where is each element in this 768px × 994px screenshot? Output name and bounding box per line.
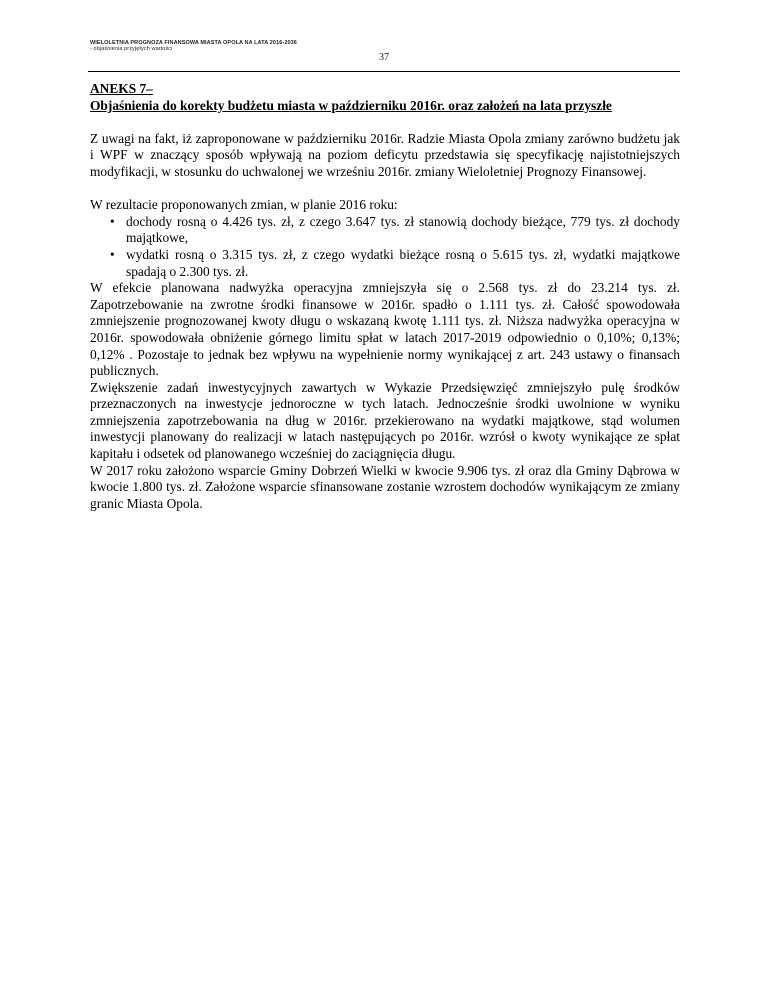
lead-paragraph: W rezultacie proponowanych zmian, w planie 2016 roku: [90,197,398,213]
support-paragraph: W 2017 roku założono wsparcie Gminy Dobrzeń Wielki w kwocie 9.906 tys. zł oraz dla Gminy Dąbrowa w kwocie 1.800 tys. zł. Założone wsparcie sfinansowane zostanie wzrostem dochodów wynikającym ze zmiany granic Miasta Opola. [90,462,680,511]
annex-subtitle: Objaśnienia do korekty budżetu miasta w październiku 2016r. oraz założeń na lata przyszłe [90,97,612,113]
header-subtitle: - objaśnienia przyjętych wartości [90,46,173,52]
list-item [110,246,680,280]
bullet-icon: • [110,213,115,229]
annex-title: ANEKS 7– [90,81,153,96]
document-body [90,81,680,512]
page-number: 37 [379,52,389,63]
intro-paragraph: Z uwagi na fakt, iż zaproponowane w październiku 2016r. Radzie Miasta Opola zmiany zarówno budżetu jak i WPF w znaczący sposób wpływają na poziom deficytu przedstawia się specyfikację najistotniejszych modyfikacji, w stosunku do uchwalonej we wrześniu 2016r. zmiany Wieloletniej Prognozy Finansowej. [90,130,680,179]
list-item-text: wydatki rosną o 3.315 tys. zł, z czego wydatki bieżące rosną o 5.615 tys. zł, wydatki majątkowe spadają o 2.300 tys. zł. [126,246,680,279]
running-header [90,40,297,52]
changes-list [90,214,680,280]
bullet-icon: • [110,246,115,262]
header-title: WIELOLETNIA PROGNOZA FINANSOWA MIASTA OPOLA NA LATA 2016-2036 [90,40,297,46]
list-item-text: dochody rosną o 4.426 tys. zł, z czego 3.647 tys. zł stanowią dochody bieżące, 779 tys. zł dochody majątkowe, [126,213,680,246]
investment-paragraph: Zwiększenie zadań inwestycyjnych zawartych w Wykazie Przedsięwzięć zmniejszyło pulę środków przeznaczonych na inwestycje jednoroczne w tych latach. Jednocześnie środki uwolnione w wyniku zmniejszenia zapotrzebowania na dług w 2016r. przekierowano na wydatki majątkowe, stąd wolumen inwestycji planowany do realizacji w latach następujących po 2016r. wzrósł o kwoty wynikające ze spłat kapitału i odsetek od planowanego wcześniej do zaciągnięcia długu. [90,379,680,462]
header-divider [88,71,680,72]
list-item [110,213,680,247]
effect-paragraph: W efekcie planowana nadwyżka operacyjna zmniejszyła się o 2.568 tys. zł do 23.214 tys. zł. Zapotrzebowanie na zwrotne środki finansowe w 2016r. spadło o 1.111 tys. zł. Całość spowodowała zmniejszenie prognozowanej kwoty długu o wskazaną kwotę 1.111 tys. zł. Niższa nadwyżka operacyjna w 2016r. spowodowała obniżenie górnego limitu spłat w latach 2017-2019 odpowiednio o 0,10%; 0,13%; 0,12% . Pozostaje to jednak bez wpływu na wypełnienie normy wynikającej z art. 243 ustawy o finansach publicznych. [90,280,680,379]
